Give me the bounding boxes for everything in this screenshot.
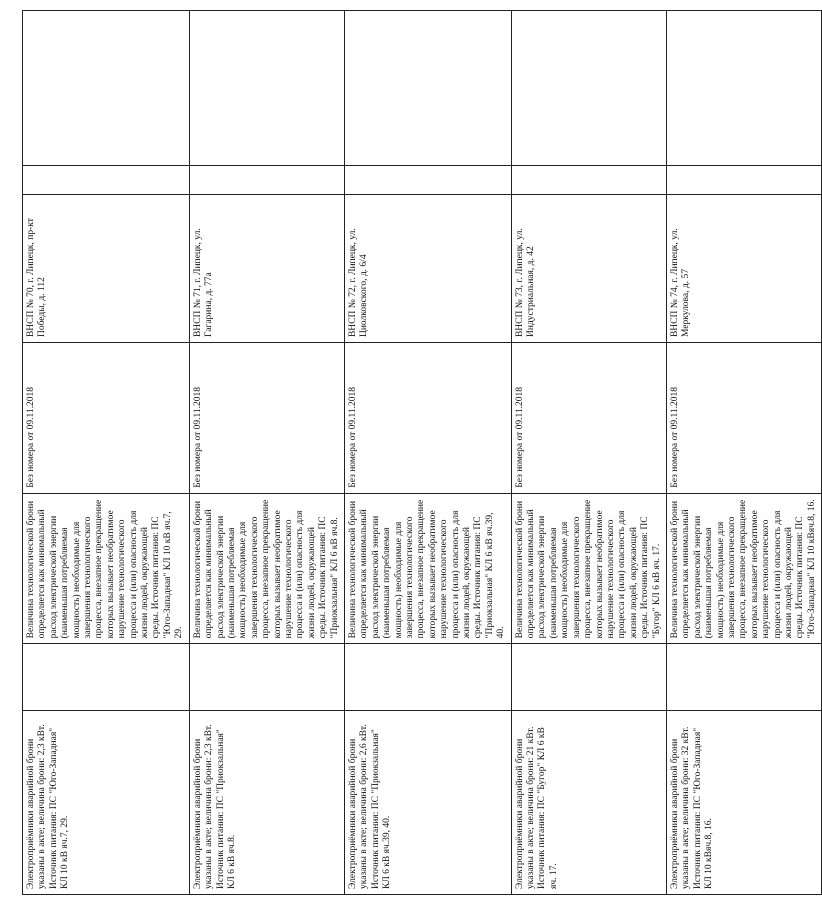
empty-cell [666, 644, 821, 711]
blank-column [511, 165, 666, 194]
emergency-reserve-cell: Электроприёмники аварийной брони указаны в акте; величина брони: 2,3 кВт. Источник питания: ПС "Приокзальная" КЛ 6 кВ яч.8. [189, 711, 344, 895]
blank-column [666, 165, 821, 194]
empty-cell [189, 644, 344, 711]
empty-cell [344, 644, 511, 711]
technological-reserve-cell: Величина технологической брони определяется как минимальный расход электрической энергии (наименьшая потребляемая мощность) необходимые для завершения технологического процесса, внезапное прекращение которых вызывает необратимое нарушение технологического процесса и (или) опасность для жизни людей, окружающей среды. Источник питания: ПС "Юго-Западная" КЛ 10 кВяч.8, 16. [666, 493, 821, 644]
table-row [189, 11, 344, 895]
emergency-reserve-cell: Электроприёмники аварийной брони указаны в акте; величина брони: 21 кВт. Источник питания: ПС "Бугор" КЛ 6 кВ яч. 17. [511, 711, 666, 895]
table-row [666, 11, 821, 895]
emergency-reserve-cell: Электроприёмники аварийной брони указаны в акте; величина брони: 2,3 кВт. Источник питания: ПС "Юго-Западная" КЛ 10 кВ яч.7, 29. [23, 711, 190, 895]
object-cell: ВНСП № 73, г. Липецк, ул. Индустриальная, д. 42 [511, 195, 666, 343]
technological-reserve-cell: Величина технологической брони определяется как минимальный расход электрической энергии (наименьшая потребляемая мощность) необходимые для завершения технологического процесса, внезапное прекращение которых вызывает необратимое нарушение технологического процесса и (или) опасность для жизни людей, окружающей среды. Источник питания: ПС "Приокзальная" КЛ 6 кВ яч.39, 40. [344, 493, 511, 644]
empty-cell [344, 11, 511, 166]
document-cell: Без номера от 09.11.2018 [511, 343, 666, 494]
table-row [23, 11, 190, 895]
table-row [344, 11, 511, 895]
object-cell: ВНСП № 71, г. Липецк, ул. Гагарина, д. 77а [189, 195, 344, 343]
blank-column [344, 165, 511, 194]
empty-cell [23, 644, 190, 711]
empty-cell [23, 11, 190, 166]
table-row [511, 11, 666, 895]
empty-cell [511, 11, 666, 166]
technological-reserve-cell: Величина технологической брони определяется как минимальный расход электрической энергии (наименьшая потребляемая мощность) необходимые для завершения технологического процесса, внезапное прекращение которых вызывает необратимое нарушение технологического процесса и (или) опасность для жизни людей, окружающей среды. Источник питания: ПС "Юго-Западная" КЛ 10 кВ яч.7, 29. [23, 493, 190, 644]
rotated-page [22, 10, 817, 895]
document-cell: Без номера от 09.11.2018 [344, 343, 511, 494]
object-cell: ВНСП № 72, г. Липецк, ул. Циолковского, д. 6/4 [344, 195, 511, 343]
document-cell: Без номера от 09.11.2018 [23, 343, 190, 494]
reservation-table [22, 10, 822, 895]
object-cell: ВНСП № 70, г. Липецк, пр-кт Победы, д. 112 [23, 195, 190, 343]
document-cell: Без номера от 09.11.2018 [666, 343, 821, 494]
blank-column [23, 165, 190, 194]
empty-cell [666, 11, 821, 166]
empty-cell [189, 11, 344, 166]
emergency-reserve-cell: Электроприёмники аварийной брони указаны в акте; величина брони: 32 кВт. Источник питания: ПС "Юго-Западная" КЛ 10 кВяч.8, 16. [666, 711, 821, 895]
technological-reserve-cell: Величина технологической брони определяется как минимальный расход электрической энергии (наименьшая потребляемая мощность) необходимые для завершения технологического процесса, внезапное прекращение которых вызывает необратимое нарушение технологического процесса и (или) опасность для жизни людей, окружающей среды. Источник питания: ПС "Бугор" КЛ 6 кВ яч. 17. [511, 493, 666, 644]
technological-reserve-cell: Величина технологической брони определяется как минимальный расход электрической энергии (наименьшая потребляемая мощность) необходимые для завершения технологического процесса, внезапное прекращение которых вызывает необратимое нарушение технологического процесса и (или) опасность для жизни людей, окружающей среды. Источник питания: ПС "Приокзальная" КЛ 6 кВ яч.8. [189, 493, 344, 644]
empty-cell [511, 644, 666, 711]
document-cell: Без номера от 09.11.2018 [189, 343, 344, 494]
object-cell: ВНСП № 74, г. Липецк, ул. Меркулова, д. 57 [666, 195, 821, 343]
blank-column [189, 165, 344, 194]
emergency-reserve-cell: Электроприёмники аварийной брони указаны в акте; величина брони: 2,6 кВт. Источник питания: ПС "Приокзальная" КЛ 6 кВ яч.39, 40. [344, 711, 511, 895]
